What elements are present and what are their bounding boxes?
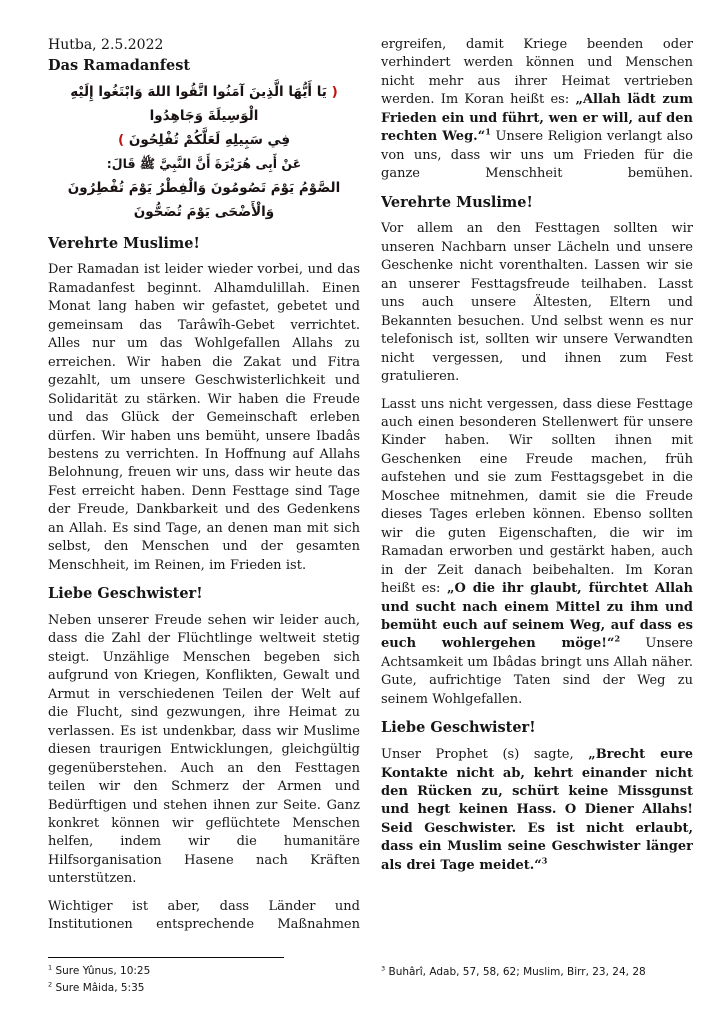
text-run: فِي سَبِيلِهِ لَعَلَّكُمْ تُفْلِحُونَ — [128, 132, 291, 149]
paragraph-kinder-koran-zitat — [381, 396, 693, 710]
text-run: ) — [117, 132, 129, 149]
text-run: Wichtiger ist aber, dass Länder und Institutionen entsprechende Maßnahmen — [48, 898, 360, 933]
text-run: يَا أَيُّهَا الَّذِينَ آمَنُوا اتَّقُوا اللهَ وَابْتَغُوا إِلَيْهِ الْوَسِيلَةَ وَجَاهِدُوا — [70, 83, 327, 125]
paragraph-nachbarn — [381, 220, 693, 386]
text-run: Unser Prophet (s) sagte, — [381, 747, 589, 763]
footnote-marker: 2 — [48, 980, 53, 989]
paragraph-prophet-hadith — [381, 746, 693, 875]
text-run: Lasst uns nicht vergessen, dass diese Festtage auch einen besonderen Stellenwert für unsere Kinder haben. Wir sollten ihnen mit Geschenken eine Freude machen, früh aufstehen und sie zum Festtagsgebet in die Moschee mitnehmen, damit sie die Freude dieses Tages erleben können. Ebenso sollten wir die guten Eigenschaften, die wir im Ramadan erworben und gestärkt haben, auch in der Zeit danach beibehalten. Im Koran heißt es: — [381, 396, 693, 597]
arabic-hadith-line: الصَّوْمُ يَوْمَ تَصُومُونَ وَالْفِطْرُ يَوْمَ تُفْطِرُونَ وَالْأَضْحَى يَوْمَ تُضَحُّونَ — [67, 180, 341, 221]
footnote-marker: 3 — [381, 964, 386, 973]
text-run: Neben unserer Freude sehen wir leider auch, dass die Zahl der Flüchtlinge weltweit stetig steigt. Unzählige Menschen begeben sich aufgrund von Kriegen, Konflikten, Gewalt und Armut in verschiedenen Teilen der Welt auf die Flucht, sind gezwungen, ihre Heimat zu verlassen. Es ist undenkbar, dass wir Muslime diesen traurigen Entwicklungen, gleichgültig gegenüberstehen. Auch an den Festtagen teilen wir den Schmerz der Armen und Bedürftigen und stehen ihnen zur Seite. Ganz konkret können wir geflüchtete Menschen helfen, indem wir die humanitäre Hilfsorganisation Hasene nach Kräften unterstützen. — [48, 613, 360, 887]
footnote-marker: 1 — [48, 963, 53, 972]
paragraph-fluechtlinge — [48, 612, 360, 889]
text-run: „Brecht eure Kontakte nicht ab, kehrt einander nicht den Rücken zu, schürt keine Missgunst und hegt keinen Hass. O Diener Allahs! Seid Geschwister. Es ist nicht erlaubt, dass ein Muslim seine Geschwister länger als drei Tage meidet.“ — [381, 747, 693, 873]
arabic-quote-block — [48, 80, 360, 225]
paragraph-ramadan-vorbei — [48, 261, 360, 575]
text-run: „Allah lädt zum Frieden ein und führt, wen er will, auf den rechten Weg.“ — [381, 92, 693, 145]
footnote-reference: 3 — [541, 855, 548, 866]
section-heading-liebe-geschwister-2: Liebe Geschwister! — [381, 719, 536, 737]
footnote-reference: 1 — [485, 126, 491, 137]
text-run: Der Ramadan ist leider wieder vorbei, und das Ramadanfest beginnt. Alhamdulillah. Einen Monat lang haben wir gefastet, gebetet und gemeinsam das Tarâwîh-Gebet verrichtet. Alles nur um das Wohlgefallen Allahs zu erreichen. Wir haben die Zakat und Fitra gezahlt, um unsere Geschwisterlichkeit und Solidarität zu stärken. Wir haben die Freude und das Glück der Gemeinschaft erleben dürfen. Wir haben uns bemüht, unsere Ibadâs bestens zu verrichten. In Hoffnung auf Allahs Belohnung, freuen wir uns, dass wir heute das Fest erreicht haben. Denn Festtage sind Tage der Freude, Dankbarkeit und des Gedenkens an Allah. Es sind Tage, an denen man mit sich selbst, den Menschen und der gesamten Menschheit, im Reinen, im Frieden ist. — [48, 262, 360, 573]
right-column — [381, 36, 693, 996]
arabic-narrator-line: عَنْ أَبِى هُرَيْرَةَ أَنَّ النَّبِيَّ ﷺ قَالَ: — [106, 155, 302, 171]
arabic-verse — [48, 80, 360, 153]
left-column — [48, 36, 360, 996]
section-heading-liebe-geschwister: Liebe Geschwister! — [48, 585, 203, 603]
text-run: ( — [326, 83, 338, 100]
footnote-2 — [48, 980, 360, 996]
footnote-1 — [48, 963, 360, 979]
text-run: Vor allem an den Festtagen sollten wir unseren Nachbarn unser Lächeln und unsere Geschenke nicht vorenthalten. Lassen wir sie an unserer Festtagsfreude teilhaben. Lasst uns auch unsere Ältesten, Eltern und Bekannten besuchen. Und selbst wenn es nur telefonisch ist, sollten wir unsere Verwandten nicht vergessen, und ihnen zum Fest gratulieren. — [381, 221, 693, 385]
footnote-divider — [48, 957, 284, 958]
footnotes-left — [48, 952, 360, 996]
date-line: Hutba, 2.5.2022 — [48, 37, 164, 53]
text-run: „O die ihr glaubt, fürchtet Allah und sucht nach einem Mittel zu ihm und bemüht euch auf seinem Weg, auf dass es euch wohlergehen möge!“ — [381, 581, 693, 652]
document-title: Das Ramadanfest — [48, 56, 191, 74]
section-heading-verehrte-muslime-2: Verehrte Muslime! — [381, 193, 533, 211]
footnote-text: Buhârî, Adab, 57, 58, 62; Muslim, Birr, 23, 24, 28 — [388, 965, 646, 978]
paragraph-ergreifen-koran-zitat — [381, 36, 693, 184]
text-run: Unsere Religion verlangt also von uns, dass wir uns um Frieden für die ganze Menschheit bemühen. — [381, 129, 693, 182]
footnotes-right — [381, 959, 693, 980]
footnote-3 — [381, 964, 693, 980]
footnote-reference: 2 — [614, 634, 621, 645]
paragraph-wichtiger-ist-aber — [48, 898, 360, 935]
footnote-text: Sure Mâida, 5:35 — [55, 981, 145, 994]
text-run: ergreifen, damit Kriege beenden oder verhindert werden können und Menschen nicht mehr aus ihrer Heimat vertrieben werden. Im Koran heißt es: — [381, 37, 693, 108]
footnote-text: Sure Yûnus, 10:25 — [55, 965, 151, 978]
text-run: Unsere Achtsamkeit um Ibâdas bringt uns Allah näher. Gute, aufrichtige Taten sind der Weg zu seinem Wohlgefallen. — [381, 636, 693, 707]
section-heading-verehrte-muslime: Verehrte Muslime! — [48, 234, 200, 252]
